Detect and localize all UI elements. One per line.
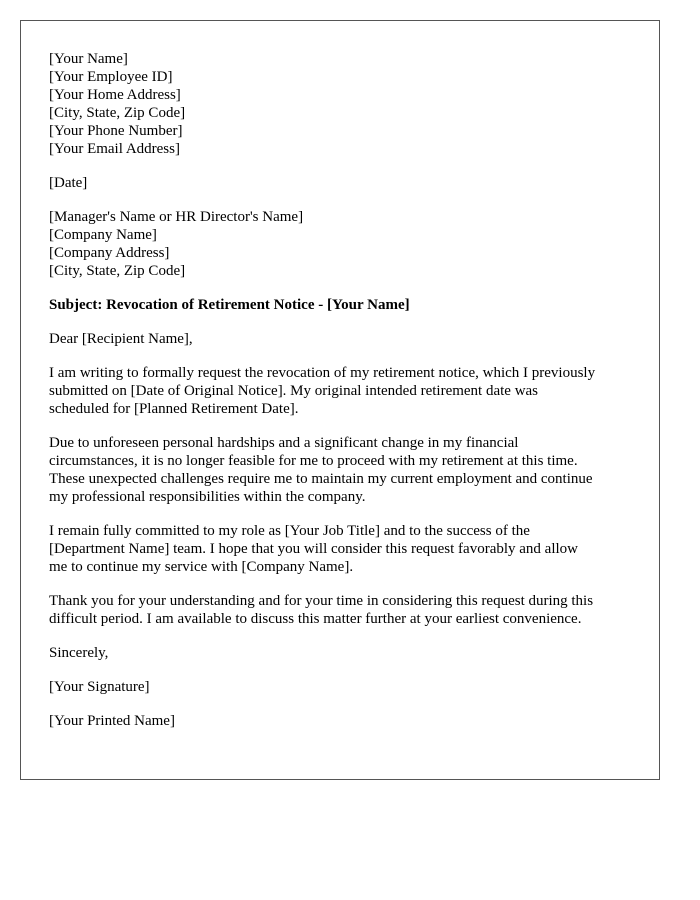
sender-address-block — [49, 50, 631, 158]
body-line: my professional responsibilities within the company. — [49, 489, 366, 505]
body-line: I remain fully committed to my role as [Your Job Title] and to the success of the — [49, 523, 530, 539]
body-line: circumstances, it is no longer feasible for me to proceed with my retirement at this time. — [49, 453, 578, 469]
body-paragraph-2 — [49, 434, 631, 506]
closing: Sincerely, — [49, 645, 109, 661]
body-line: scheduled for [Planned Retirement Date]. — [49, 401, 299, 417]
body-paragraph-3 — [49, 522, 631, 576]
recipient-address-block — [49, 208, 631, 280]
body-paragraph-1 — [49, 364, 631, 418]
body-line: me to continue my service with [Company Name]. — [49, 559, 354, 575]
subject-block — [49, 296, 631, 314]
recipient-city-state-zip: [City, State, Zip Code] — [49, 263, 186, 279]
sender-employee-id: [Your Employee ID] — [49, 69, 173, 85]
signature-block — [49, 678, 631, 696]
signature: [Your Signature] — [49, 679, 150, 695]
salutation: Dear [Recipient Name], — [49, 331, 193, 347]
body-line: submitted on [Date of Original Notice]. My original intended retirement date was — [49, 383, 539, 399]
body-line: [Department Name] team. I hope that you will consider this request favorably and allow — [49, 541, 578, 557]
sender-city-state-zip: [City, State, Zip Code] — [49, 105, 186, 121]
recipient-name: [Manager's Name or HR Director's Name] — [49, 209, 304, 225]
printed-name: [Your Printed Name] — [49, 713, 175, 729]
body-line: Thank you for your understanding and for your time in considering this request during this — [49, 593, 594, 609]
body-line: These unexpected challenges require me to maintain my current employment and continue — [49, 471, 593, 487]
closing-block — [49, 644, 631, 662]
recipient-company-name: [Company Name] — [49, 227, 157, 243]
letter-page — [20, 20, 660, 780]
body-paragraph-4 — [49, 592, 631, 628]
body-line: difficult period. I am available to discuss this matter further at your earliest convenience. — [49, 611, 582, 627]
letter-date: [Date] — [49, 175, 88, 191]
recipient-company-address: [Company Address] — [49, 245, 170, 261]
subject-line: Subject: Revocation of Retirement Notice - [Your Name] — [49, 297, 410, 313]
sender-email: [Your Email Address] — [49, 141, 180, 157]
sender-phone: [Your Phone Number] — [49, 123, 183, 139]
body-line: I am writing to formally request the revocation of my retirement notice, which I previously — [49, 365, 596, 381]
date-block — [49, 174, 631, 192]
sender-home-address: [Your Home Address] — [49, 87, 181, 103]
body-line: Due to unforeseen personal hardships and a significant change in my financial — [49, 435, 519, 451]
salutation-block — [49, 330, 631, 348]
printed-name-block — [49, 712, 631, 730]
sender-name: [Your Name] — [49, 51, 128, 67]
